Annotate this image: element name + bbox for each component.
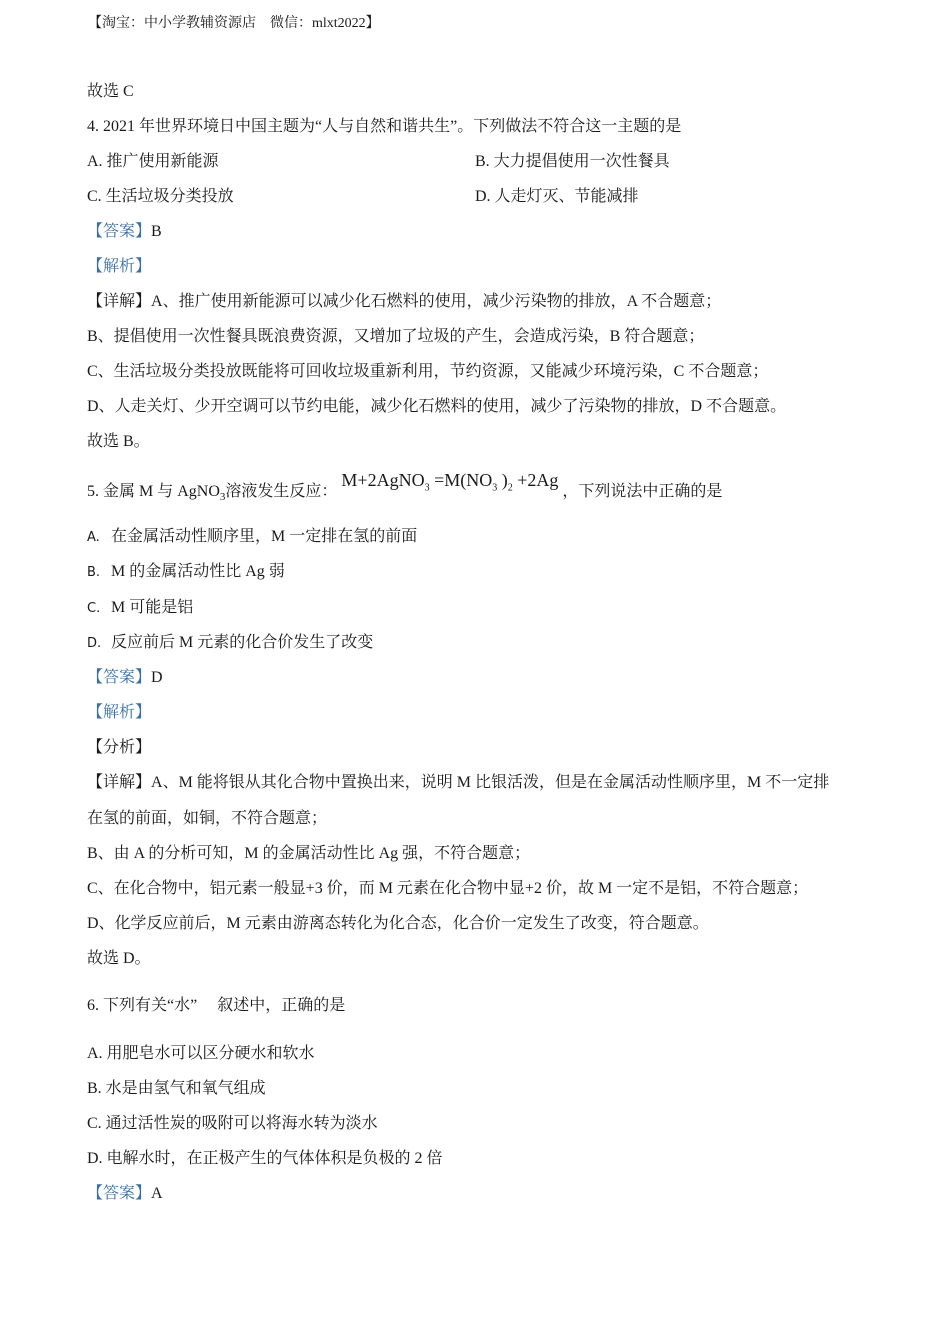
q4-analysis-tag: 【解析】 — [87, 258, 152, 275]
q5-answer — [87, 668, 163, 688]
formula-part: =M(NO — [429, 470, 493, 490]
q5-fenxi-tag: 【分析】 — [87, 739, 152, 756]
q5-option-a — [87, 527, 417, 548]
q5-detail-a1 — [87, 773, 829, 793]
answer-tag: 【答案】 — [87, 1185, 152, 1202]
q5-conclusion: 故选 D。 — [87, 950, 151, 967]
page-header: 【淘宝：中小学教辅资源店 微信：mlxt2022】 — [88, 16, 380, 31]
q4-detail-b: B、提倡使用一次性餐具既浪费资源，又增加了垃圾的产生，会造成污染，B 符合题意； — [87, 328, 705, 345]
q5-analysis-tag: 【解析】 — [87, 704, 152, 721]
formula-part: M+2AgNO — [341, 470, 425, 490]
option-letter: B. — [87, 565, 101, 580]
formula-part: ) — [497, 470, 508, 490]
option-text: 在金属活动性顺序里，M 一定排在氢的前面 — [111, 528, 418, 545]
q6-option-d: D. 电解水时，在正极产生的气体体积是负极的 2 倍 — [87, 1150, 443, 1167]
q4-detail-d: D、人走关灯、少开空调可以节约电能，减少化石燃料的使用，减少了污染物的排放，D 不合题意。 — [87, 398, 787, 415]
q4-option-d: D. 人走灯灭、节能减排 — [475, 188, 639, 205]
detail-tag: 【详解】 — [87, 293, 152, 310]
option-text: M 可能是铝 — [111, 599, 194, 616]
q4-option-c: C. 生活垃圾分类投放 — [87, 188, 234, 205]
q4-option-a: A. 推广使用新能源 — [87, 153, 219, 170]
formula-sub: 3 — [492, 482, 498, 494]
q5-detail-b: B、由 A 的分析可知，M 的金属活动性比 Ag 强，不符合题意； — [87, 845, 531, 862]
q5-detail-a2: 在氢的前面，如铜，不符合题意； — [87, 810, 328, 827]
q5-stem-prefix: 5. 金属 M 与 AgNO — [87, 483, 220, 500]
q4-conclusion: 故选 B。 — [87, 433, 150, 450]
answer-value: D — [151, 669, 163, 686]
formula-sub: 3 — [424, 482, 430, 494]
answer-value: A — [151, 1185, 163, 1202]
option-letter: D. — [87, 636, 102, 651]
q5-option-b — [87, 562, 285, 583]
detail-tag: 【详解】 — [87, 774, 152, 791]
q4-detail-a — [87, 292, 721, 312]
q4-stem: 4. 2021 年世界环境日中国主题为“人与自然和谐共生”。下列做法不符合这一主题的是 — [87, 118, 682, 135]
formula-part: +2Ag — [512, 470, 559, 490]
q6-option-c: C. 通过活性炭的吸附可以将海水转为淡水 — [87, 1115, 378, 1132]
reaction-formula — [341, 470, 559, 494]
answer-tag: 【答案】 — [87, 669, 152, 686]
option-text: M 的金属活动性比 Ag 弱 — [111, 563, 285, 580]
detail-text: A、M 能将银从其化合物中置换出来，说明 M 比银活泼，但是在金属活动性顺序里，M 不一定排 — [151, 774, 830, 791]
answer-value: B — [151, 223, 162, 240]
q4-detail-c: C、生活垃圾分类投放既能将可回收垃圾重新利用，节约资源，又能减少环境污染，C 不合题意； — [87, 363, 769, 380]
q6-answer — [87, 1184, 163, 1204]
q5-stem — [87, 470, 723, 509]
formula-sub: 2 — [507, 482, 513, 494]
q5-detail-c: C、在化合物中，铝元素一般显+3 价，而 M 元素在化合物中显+2 价，故 M 一定不是铝，不符合题意； — [87, 880, 809, 897]
option-text: 反应前后 M 元素的化合价发生了改变 — [111, 634, 374, 651]
q6-stem: 6. 下列有关“水” 叙述中，正确的是 — [87, 997, 346, 1014]
option-letter: A. — [87, 530, 100, 545]
q6-option-a: A. 用肥皂水可以区分硬水和软水 — [87, 1045, 315, 1062]
q4-option-b: B. 大力提倡使用一次性餐具 — [475, 153, 670, 170]
q4-answer — [87, 222, 162, 242]
q5-option-c — [87, 598, 193, 619]
detail-text: A、推广使用新能源可以减少化石燃料的使用，减少污染物的排放，A 不合题意； — [151, 293, 722, 310]
answer-tag: 【答案】 — [87, 223, 152, 240]
q5-stem-mid: 溶液发生反应： — [225, 483, 338, 500]
q5-stem-sub: 3 — [219, 491, 226, 504]
q3-conclusion: 故选 C — [87, 83, 134, 100]
q6-option-b: B. 水是由氢气和氧气组成 — [87, 1080, 266, 1097]
q5-option-d — [87, 633, 373, 654]
q5-stem-suffix: ，下列说法中正确的是 — [562, 483, 723, 500]
option-letter: C. — [87, 601, 101, 616]
q5-detail-d: D、化学反应前后，M 元素由游离态转化为化合态，化合价一定发生了改变，符合题意。 — [87, 915, 709, 932]
